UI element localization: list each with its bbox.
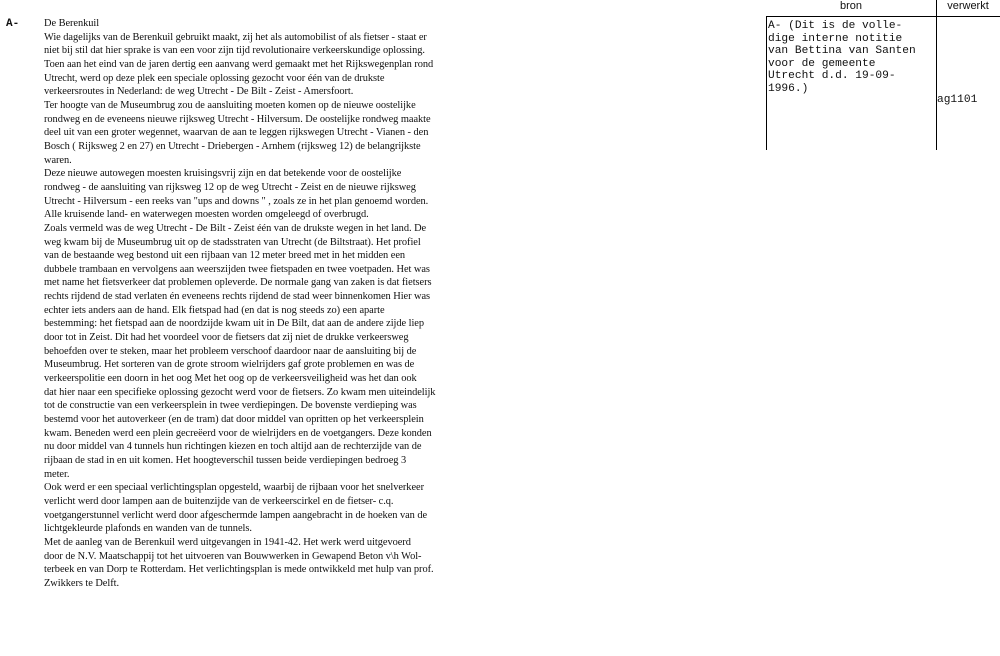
document-line: bestemming: het fietspad aan de noordzijde kwam uit in De Bilt, dat aan de andere zijde liep	[44, 318, 425, 330]
document-line: nu door middel van 4 tunnels hun richtingen kiezen en toch altijd aan de rechterzijde van de	[44, 441, 422, 453]
document-line: bestemd voor het autoverkeer (en de tram) dat door middel van opritten op het verkeersplein	[44, 414, 424, 426]
table-header-divider	[766, 16, 1000, 17]
document-line: Bosch ( Rijksweg 2 en 27) en Utrecht - Driebergen - Arnhem (rijksweg 12) de belangrijkste	[44, 140, 421, 152]
document-line: waren.	[44, 154, 72, 166]
document-line: Met de aanleg van de Berenkuil werd uitgevangen in 1941-42. Het werk werd uitgevoerd	[44, 536, 411, 548]
document-line: Zwikkers te Delft.	[44, 577, 119, 589]
document-line: dat hier naar een specifieke oplossing gezocht werd voor de fietsers. Zo kwam men uiteindelijk	[44, 386, 436, 398]
document-title: De Berenkuil	[44, 18, 100, 29]
document-line: echter iets anders aan de hand. Elk fietspad had (en dat is nog steeds zo) een aparte	[44, 304, 385, 316]
document-line: verkeersroutes in Nederland: de weg Utrecht - De Bilt - Zeist - Amersfoort.	[44, 86, 354, 98]
source-note	[768, 20, 936, 95]
document-line: Ook werd er een speciaal verlichtingsplan opgesteld, waarbij de rijbaan voor het snelverkeer	[44, 482, 424, 494]
source-note-line: A- (Dit is de volle-	[768, 20, 903, 32]
source-note-line: Utrecht d.d. 19-09-	[768, 70, 896, 82]
document-line: Utrecht, werd op deze plek een speciale oplossing gezocht voor één van de drukste	[44, 72, 385, 84]
source-note-line: 1996.)	[768, 82, 809, 95]
source-table	[766, 0, 1000, 150]
column-header-bron: bron	[839, 0, 863, 12]
table-left-border	[766, 16, 767, 150]
document-line: Toen aan het eind van de jaren dertig een aanvang werd gemaakt met het Rijkswegenplan rond	[44, 58, 434, 70]
document-line: verlicht werd door lampen aan de buitenzijde van de verkeerscirkel en de fietser- c.q.	[44, 495, 394, 507]
table-column-divider	[936, 0, 937, 150]
column-header-verwerkt: verwerkt	[947, 0, 989, 12]
document-line: behoefden over te steken, maar het probleem verschoof daardoor naar de aansluiting bij de	[44, 345, 417, 357]
document-line: deel uit van een groter wegennet, waarvan de aan te leggen rijkswegen Utrecht - Vianen - den	[44, 127, 429, 139]
document-line: Zoals vermeld was de weg Utrecht - De Bilt - Zeist één van de drukste wegen in het land. De	[44, 222, 427, 234]
document-line: rondweg - de aansluiting van rijksweg 12 op de weg Utrecht - Zeist en de nieuwe rijksweg	[44, 181, 416, 193]
verwerkt-code: ag1101	[937, 94, 978, 106]
document-line: kwam. Beneden werd een plein gecreëerd voor de wielrijders en de voetgangers. Deze konden	[44, 427, 432, 439]
document-line: verkeerspolitie een doorn in het oog Met het oog op de verkeersveiligheid was het dan ook	[44, 373, 417, 385]
document-line: Museumbrug. Het sorteren van de grote stroom wielrijders gaf grote problemen en was de	[44, 359, 415, 371]
document-text	[44, 31, 534, 591]
document-body	[44, 17, 534, 591]
document-line: weg kwam bij de Museumbrug uit op de stadsstraten van Utrecht (de Biltstraat). Het profiel	[44, 236, 421, 248]
document-line: door de N.V. Maatschappij tot het uitvoeren van Bouwwerken in Gewapend Beton v\h Wol-	[44, 550, 422, 562]
document-line: dubbele trambaan en vervolgens aan weerszijden twee fietspaden en twee voetpaden. Het was	[44, 263, 430, 275]
document-line: lichtgekleurde plafonds en wanden van de tunnels.	[44, 523, 252, 535]
document-line: Wie dagelijks van de Berenkuil gebruikt maakt, zij het als automobilist of als fietser - staat er	[44, 31, 427, 43]
document-line: rondweg en de eveneens nieuwe rijksweg Utrecht - Hilversum. De oostelijke rondweg maakte	[44, 113, 431, 125]
document-line: terbeek en van Dorp te Rotterdam. Het verlichtingsplan is mede ontwikkeld met hulp van prof.	[44, 564, 434, 576]
document-line: door tot in Zeist. Dit had het voordeel voor de fietsers dat zij niet de drukke verkeersweg	[44, 332, 409, 344]
document-line: Ter hoogte van de Museumbrug zou de aansluiting moeten komen op de nieuwe oostelijke	[44, 99, 416, 111]
document-line: rechts rijdend de stad verlaten én eveneens rechts rijdend de stad weer binnenkomen Hier was	[44, 291, 431, 303]
source-note-line: dige interne notitie	[768, 32, 903, 45]
document-line: niet bij stil dat hier sprake is van een voor zijn tijd revolutionaire verkeerskundige oplossing.	[44, 45, 425, 57]
document-line: Utrecht - Hilversum - een reeks van "ups and downs " , zoals ze in het plan genoemd worden.	[44, 195, 429, 207]
document-line: rijbaan de stad in en uit komen. Het hoogteverschil tussen beide verdiepingen bedroeg 3	[44, 455, 407, 466]
document-line: met name het fietsverkeer dat problemen opleverde. De normale gang van zaken is dat fietsers	[44, 277, 432, 289]
source-note-line: voor de gemeente	[768, 57, 876, 70]
document-line: Alle kruisende land- en waterwegen moesten worden omgeleegd of overbrugd.	[44, 209, 369, 221]
source-note-line: van Bettina van Santen	[768, 45, 916, 57]
document-marker: A-	[6, 18, 20, 30]
document-line: meter.	[44, 468, 70, 480]
document-line: tot de constructie van een verkeersplein in twee verdiepingen. De bovenste verdieping was	[44, 400, 417, 412]
document-line: van de bestaande weg bestond uit een rijbaan van 12 meter breed met in het midden een	[44, 250, 406, 262]
document-line: voetgangerstunnel verlicht werd door afgeschermde lampen aangebracht in de hoeken van de	[44, 509, 428, 521]
document-line: Deze nieuwe autowegen moesten kruisingsvrij zijn en dat betekende voor de oostelijke	[44, 168, 402, 180]
